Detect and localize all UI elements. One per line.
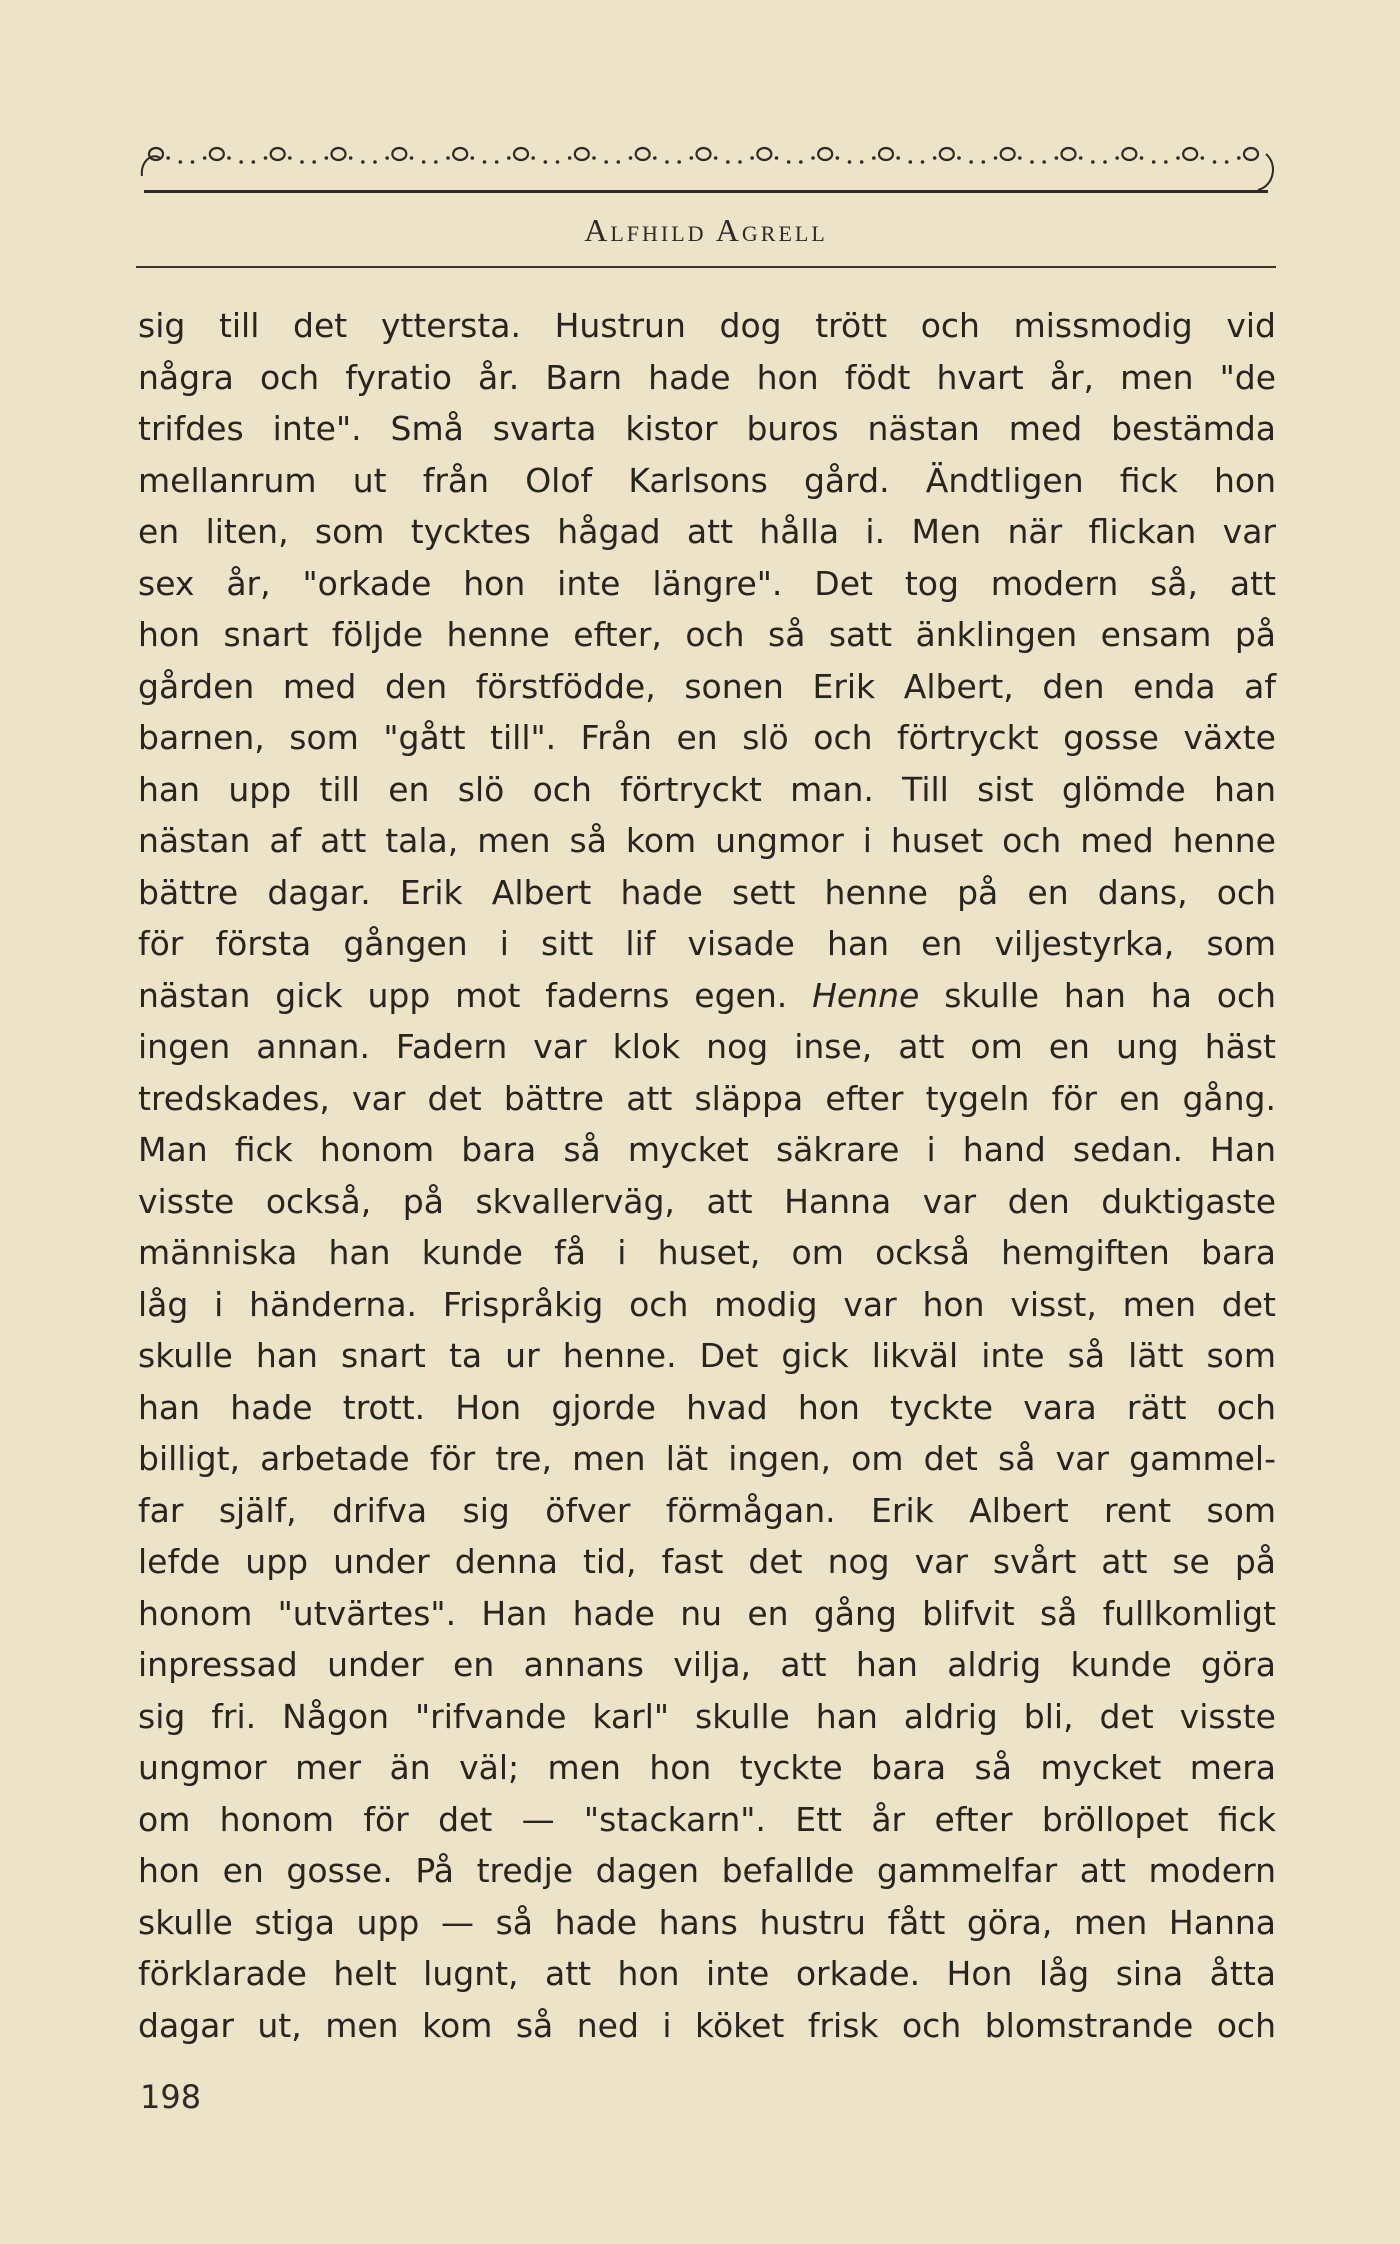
text-line: hon en gosse. På tredje dagen befallde gammelfar att modern [138,1851,1276,1890]
ornament-dot [836,156,840,160]
ornament-dot [361,160,365,164]
body-text [138,300,1276,2051]
ornament-dot [969,160,973,164]
ornament-dot [665,160,669,164]
ornament-dot [957,156,961,160]
ornament-dot [896,156,900,160]
text-line: sig fri. Någon "rifvande karl" skulle han aldrig bli, det visste [138,1696,1276,1736]
ornament-dot [909,160,913,164]
ornament-dot [860,160,864,164]
ornament-dot [921,160,925,164]
text-line: en liten, som tycktes hågad att hålla i. Men när flickan var [138,512,1276,551]
text-line: mellanrum ut från Olof Karlsons gård. Ändtligen fick hon [138,460,1276,500]
text-line: förklarade helt lugnt, att hon inte orkade. Hon låg sina åtta [138,1954,1276,1993]
text-line: han hade trott. Hon gjorde hvad hon tyckte vara rätt och [138,1387,1276,1427]
ornament-dot [495,160,499,164]
text-line: inpressad under en annans vilja, att han aldrig kunde göra [138,1645,1276,1684]
ornament-dot [848,160,852,164]
ornament-dot [531,156,535,160]
text-line: gården med den förstfödde, sonen Erik Albert, den enda af [138,666,1276,706]
ornament-ring [332,148,346,160]
ornament-dot [787,160,791,164]
ornament-dot [1164,160,1168,164]
text-line: ingen annan. Fadern var klok nog inse, att om en ung häst [138,1027,1276,1066]
text-line: far själf, drifva sig öfver förmågan. Erik Albert rent som [138,1490,1276,1530]
ornament-dot [179,160,183,164]
ornament-dot [1091,160,1095,164]
text-line: hon snart följde henne efter, och så satt änklingen ensam på [138,615,1276,654]
text-line: lefde upp under denna tid, fast det nog var svårt att se på [138,1542,1276,1581]
ornament-dot [325,156,329,160]
ornament-dot [653,156,657,160]
ornament-dot [1115,156,1119,160]
ornament-dot [1103,160,1107,164]
text-line: tredskades, var det bättre att släppa efter tygeln för en gång. [138,1078,1276,1118]
ornament-dot [191,160,195,164]
ornament-dot [166,156,170,160]
ornament-dot [677,160,681,164]
ornament-dot [434,160,438,164]
ornament-dot [726,160,730,164]
ornament-dot [872,156,876,160]
ornament-dot [312,160,316,164]
ornament-dot [1140,156,1144,160]
text-line: dagar ut, men kom så ned i köket frisk och blomstrande och [138,2005,1276,2045]
ornament-dot [1079,156,1083,160]
text-line: skulle stiga upp — så hade hans hustru fått göra, men Hanna [138,1902,1276,1942]
emphasized-word: Henne [812,975,920,1015]
ornament-dot [933,156,937,160]
ornament-dot [690,156,694,160]
text-line-with-emphasis [138,970,1276,1022]
ornament-ring [1062,148,1076,160]
ornament-ring [514,148,528,160]
ornament-dot [1213,160,1217,164]
ornament-dot [1018,156,1022,160]
ornament-dot [1152,160,1156,164]
ornament-dot [994,156,998,160]
ornament-ring [636,148,650,160]
ornament-dot [1201,156,1205,160]
text-line: för första gången i sitt lif visade han en viljestyrka, som [138,924,1276,963]
ornament-dot [203,156,207,160]
text-line: visste också, på skvallerväg, att Hanna var den duktigaste [138,1181,1276,1221]
ornament-ring [1244,148,1258,160]
ornament-dot [982,160,986,164]
text-line: barnen, som "gått till". Från en slö och förtryckt gosse växte [138,718,1276,757]
ornament-ring [1122,148,1136,160]
text-line: han upp till en slö och förtryckt man. Till sist glömde han [138,769,1276,809]
ornament-dot [483,160,487,164]
ornament-dot [1042,160,1046,164]
text-line: billigt, arbetade för tre, men lät ingen, om det så var gammel- [138,1439,1276,1478]
ornament-ring [575,148,589,160]
ornament-dot [617,160,621,164]
text-line: människa han kunde få i huset, om också hemgiften bara [138,1233,1276,1272]
text-line: ungmor mer än väl; men hon tyckte bara så mycket mera [138,1748,1276,1787]
text-line: sig till det yttersta. Hustrun dog trött och missmodig vid [138,306,1276,345]
text-line: bättre dagar. Erik Albert hade sett henne på en dans, och [138,872,1276,912]
ornament-ring [818,148,832,160]
ornament-dot [446,156,450,160]
ornament-ring [271,148,285,160]
ornament-ring [1183,148,1197,160]
text-line: trifdes inte". Små svarta kistor buros nästan med bestämda [138,409,1276,448]
ornament-dot [750,156,754,160]
ornament-dot [239,160,243,164]
ornament-dot [775,156,779,160]
ornament-dot [422,160,426,164]
decorative-ornament-border [136,124,1276,204]
ornament-ring [757,148,771,160]
ornament-dot [410,156,414,160]
text-line: några och fyratio år. Barn hade hon födt hvart år, men "de [138,357,1276,397]
ornament-dot [300,160,304,164]
ornament-dot [1055,156,1059,160]
text-line: honom "utvärtes". Han hade nu en gång blifvit så fullkomligt [138,1593,1276,1633]
ornament-dot [252,160,256,164]
ornament-ring [210,148,224,160]
ornament-ring [453,148,467,160]
text-line: skulle han snart ta ur henne. Det gick likväl inte så lätt som [138,1336,1276,1375]
ornament-dot [811,156,815,160]
ornament-dot [1225,160,1229,164]
running-head-author: Alfhild Agrell [584,212,828,248]
ornament-dot [471,156,475,160]
ornament-dot [288,156,292,160]
ornament-dot [799,160,803,164]
ornament-dot [738,160,742,164]
ornament-dot [556,160,560,164]
text-line: om honom för det — "stackarn". Ett år efter bröllopet fick [138,1799,1276,1839]
ornament-ring [940,148,954,160]
ornament-dot [544,160,548,164]
ornament-dot [373,160,377,164]
ornament-dot [1237,156,1241,160]
ornament-dot [385,156,389,160]
text-line: Man fick honom bara så mycket säkrare i hand sedan. Han [138,1130,1276,1169]
text-segment: skulle han ha och [944,975,1277,1015]
ornament-ring [879,148,893,160]
ornament-dot [1030,160,1034,164]
ornament-dot [604,160,608,164]
ornament-dot [1176,156,1180,160]
header-rule [136,266,1276,268]
text-line: nästan af att tala, men så kom ungmor i huset och med henne [138,821,1276,860]
ornament-dot [714,156,718,160]
page-number: 198 [140,2078,202,2116]
ornament-dot [264,156,268,160]
ornament-dot [568,156,572,160]
text-segment: nästan gick upp mot faderns egen. [138,975,788,1015]
ornament-dot [507,156,511,160]
ornament-ring [392,148,406,160]
ornament-ring [149,148,163,160]
ornament-dot [592,156,596,160]
ornament-ring [697,148,711,160]
ornament-dot [227,156,231,160]
text-line: sex år, "orkade hon inte längre". Det tog modern så, att [138,563,1276,603]
text-line: låg i händerna. Frispråkig och modig var hon visst, men det [138,1284,1276,1324]
ornament-ring [1001,148,1015,160]
ornament-dot [629,156,633,160]
ornament-dot [349,156,353,160]
